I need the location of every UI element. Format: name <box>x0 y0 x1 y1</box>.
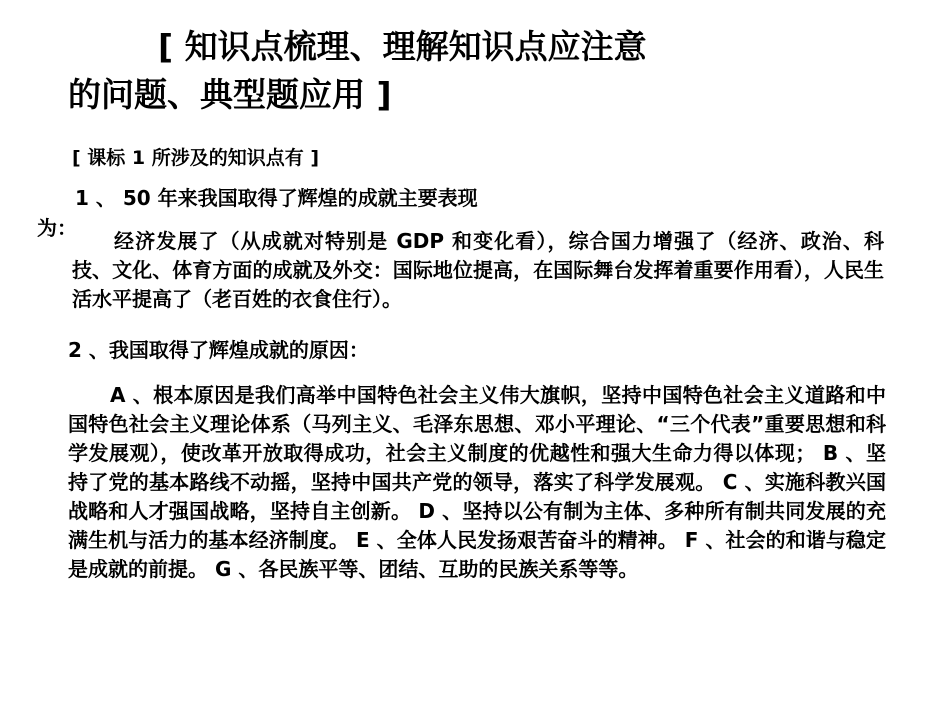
slide-title-line-2: 的问题、典型题应用 ] <box>68 75 392 114</box>
slide-title-line-1: [ 知识点梳理、理解知识点应注意 <box>158 27 647 66</box>
item-2-body: A 、根本原因是我们高举中国特色社会主义伟大旗帜，坚持中国特色社会主义道路和中国特色社会主义理论体系（马列主义、毛泽东思想、邓小平理论、“三个代表”重要思想和科学发展观），使改革开放取得成功，社会主义制度的优越性和强大生命力得以体现； B 、坚持了党的基本路线不动摇，坚持中国共产党的领导，落实了科学发展观。 C 、实施科教兴国战略和人才强国战略，坚持自主创新。 D 、坚持以公有制为主体、多种所有制共同发展的充满生机与活力的基本经济制度。 E 、全体人民发扬艰苦奋斗的精神。 F 、社会的和谐与稳定是成就的前提。 G 、各民族平等、团结、互助的民族关系等等。 <box>68 383 886 581</box>
item-1-body: 经济发展了（从成就对特别是 GDP 和变化看），综合国力增强了（经济、政治、科技、文化、体育方面的成就及外交：国际地位提高，在国际舞台发挥着重要作用看），人民生活水平提高了（老百姓的衣食住行）。 <box>72 229 884 311</box>
section-subtitle: [ 课标 1 所涉及的知识点有 ] <box>72 147 320 169</box>
item-1-heading: 1 、 50 年来我国取得了辉煌的成就主要表现 <box>75 186 478 210</box>
item-1-heading-tail: 为： <box>37 216 77 240</box>
item-2-heading: 2 、我国取得了辉煌成就的原因： <box>68 338 369 362</box>
